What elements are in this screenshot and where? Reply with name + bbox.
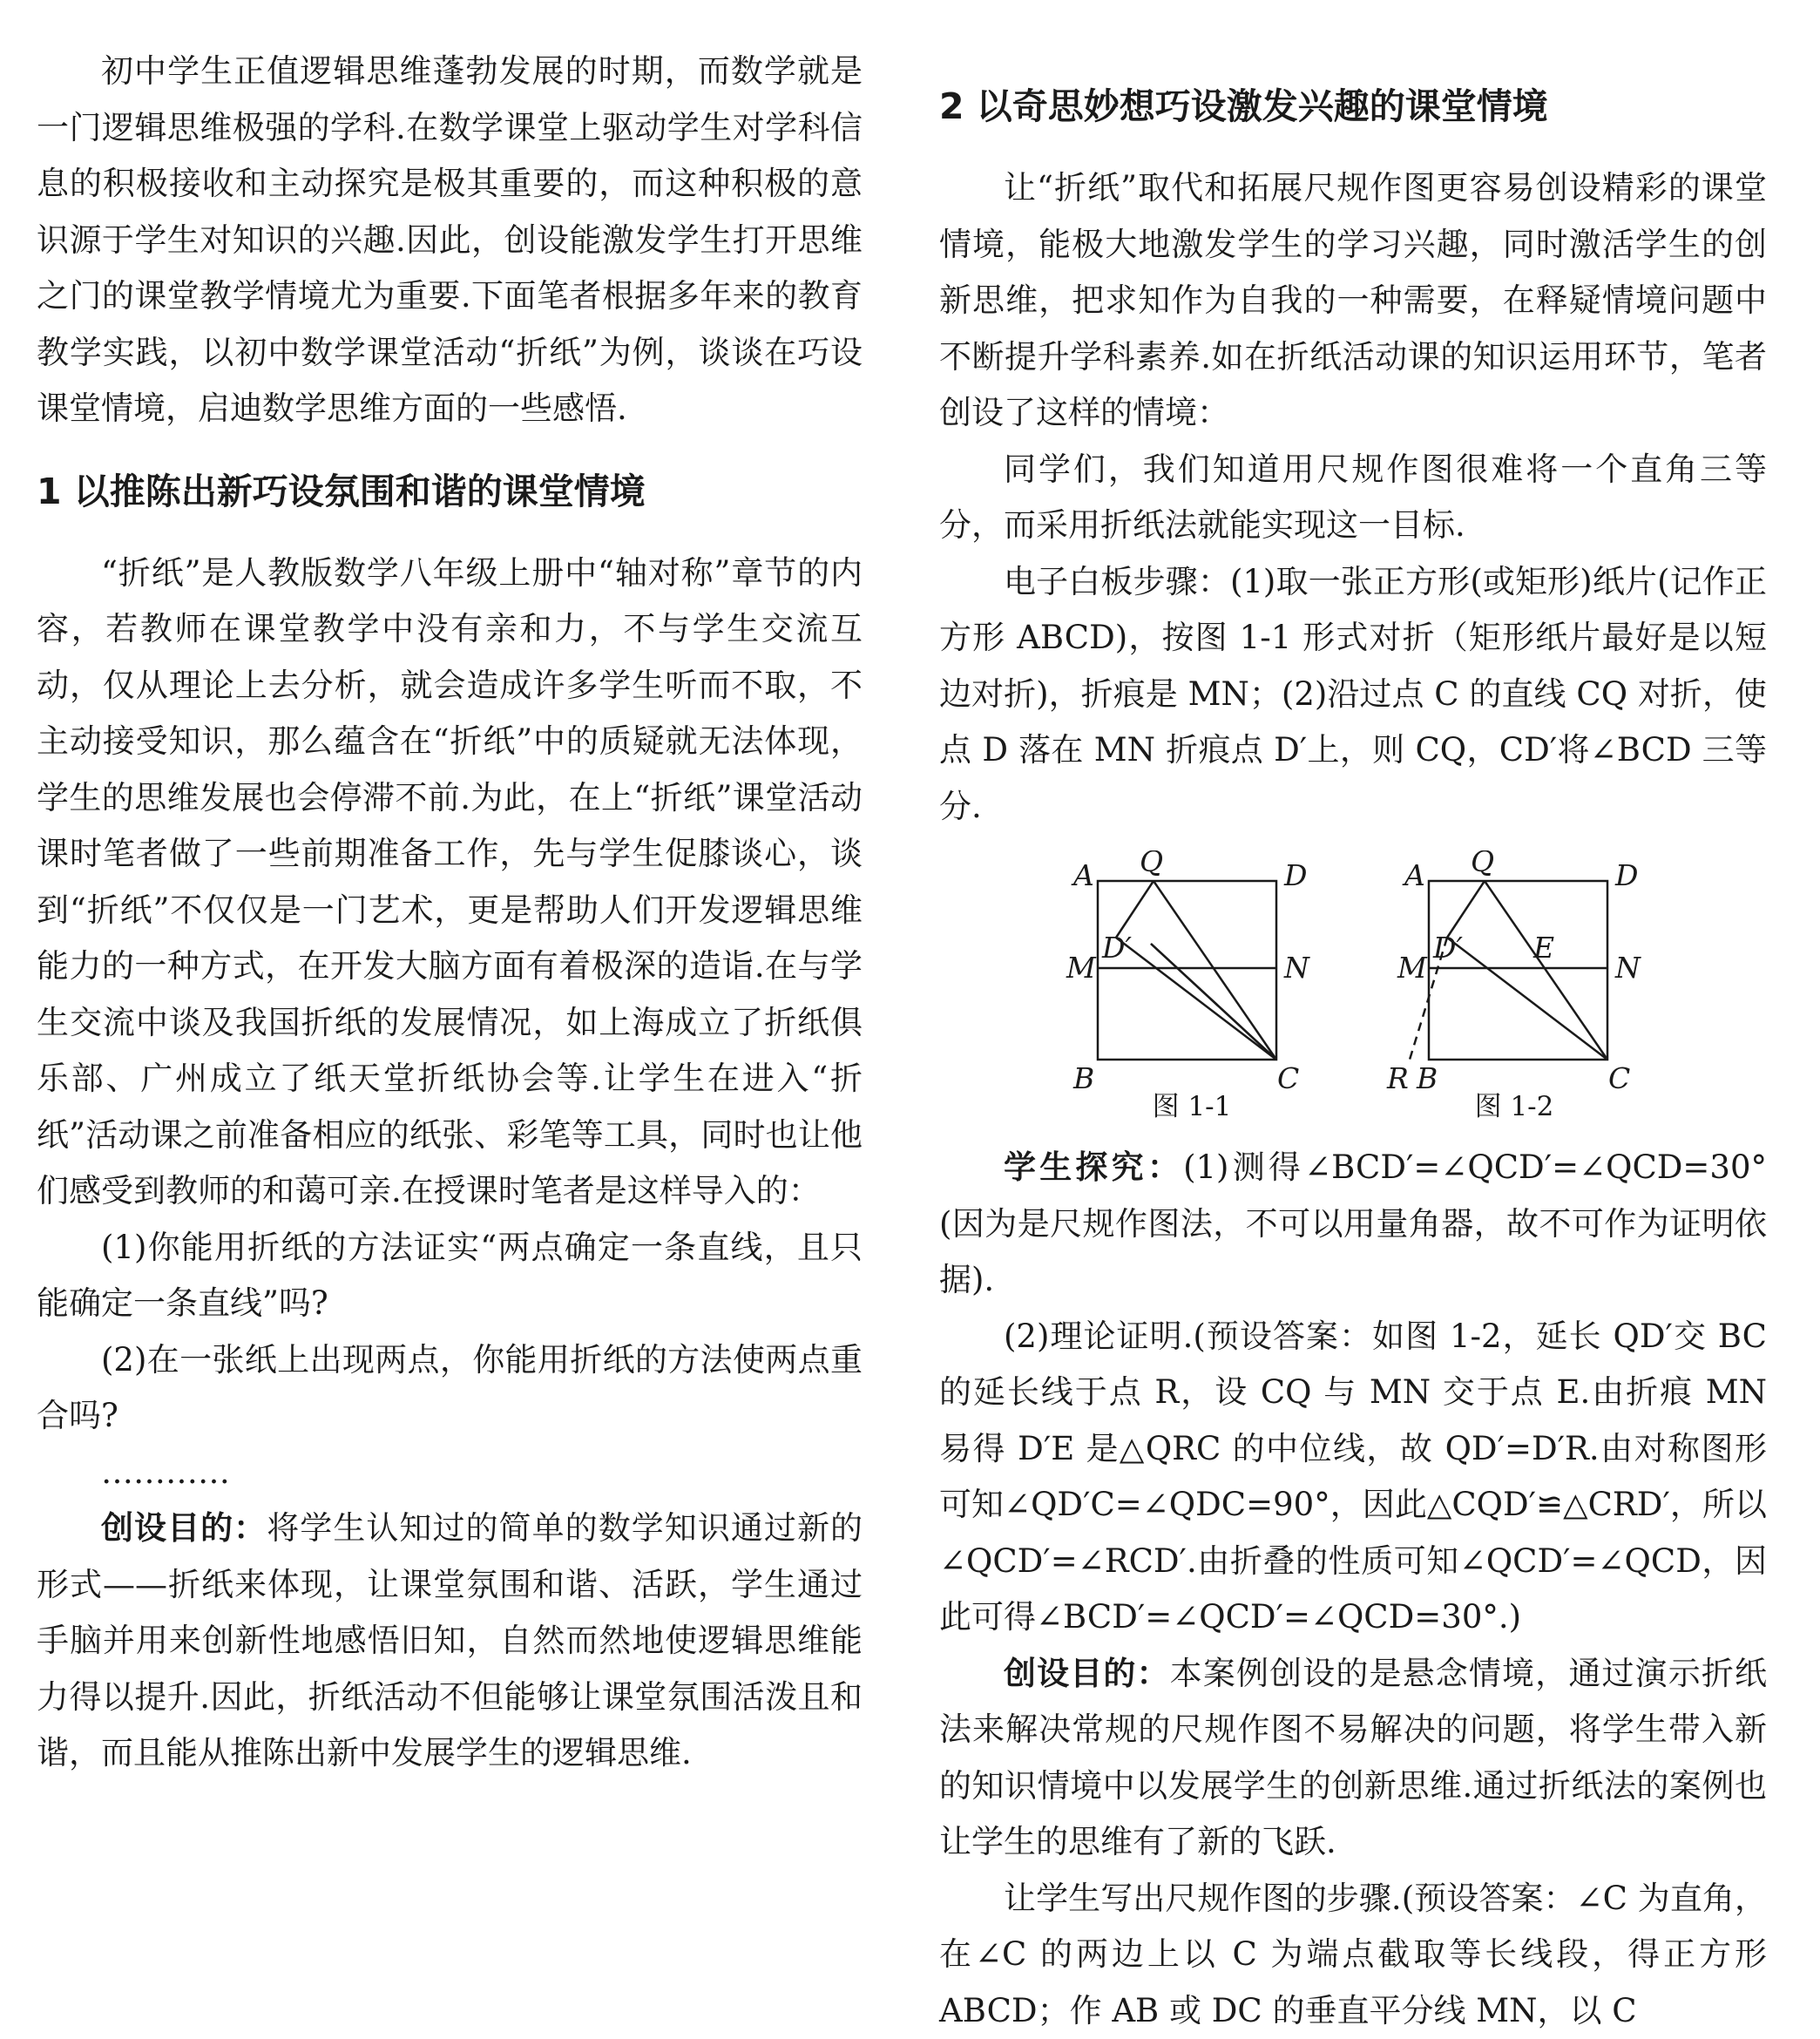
label-e-2: E [1532,931,1554,965]
line-cd-prime-2 [1116,938,1276,1060]
label-m-2: M [1397,951,1428,985]
figures [939,850,1767,1131]
intro-paragraph: 初中学生正值逻辑思维蓬勃发展的时期，而数学就是一门逻辑思维极强的学科.在数学课堂上驱动学生对学科信息的积极接收和主动探究是极其重要的，而这种积极的意识源于学生对知识的兴趣.因此，创设能激发学生打开思维之门的课堂教学情境尤为重要.下面笔者根据多年来的教育教学实践，以初中数学课堂活动“折纸”为例，谈谈在巧设课堂情境，启迪数学思维方面的一些感悟. [37,44,863,437]
line-qd-prime [1116,881,1154,938]
section-2-paragraph-2: 同学们，我们知道用尺规作图很难将一个直角三等分，而采用折纸法就能实现这一目标. [939,442,1767,554]
purpose-text-2: 本案例创设的是悬念情境，通过演示折纸法来解决常规的尺规作图不易解决的问题，将学生带入新的知识情境中以发展学生的创新思维.通过折纸法的案例也让学生的思维有了新的飞跃. [939,1655,1767,1861]
label-d-2: D [1614,858,1638,892]
line-qd-prime-2 [1447,881,1485,938]
section-1-paragraph: “折纸”是人教版数学八年级上册中“轴对称”章节的内容，若教师在课堂教学中没有亲和力，不与学生交流互动，仅从理论上去分析，就会造成许多学生听而不取，不主动接受知识，那么蕴含在“折纸”中的质疑就无法体现，学生的思维发展也会停滞不前.为此，在上“折纸”课堂活动课时笔者做了一些前期准备工作，先与学生促膝谈心，谈到“折纸”不仅仅是一门艺术，更是帮助人们开发逻辑思维能力的一种方式，在开发大脑方面有着极深的造诣.在与学生交流中谈及我国折纸的发展情况，如上海成立了折纸俱乐部、广州成立了纸天堂折纸协会等.让学生在进入“折纸”活动课之前准备相应的纸张、彩笔等工具，同时也让他们感受到教师的和蔼可亲.在授课时笔者是这样导入的： [37,545,863,1220]
left-column [37,44,863,1782]
label-a-2: A [1402,858,1425,892]
question-2: (2)在一张纸上出现两点，你能用折纸的方法使两点重合吗? [37,1332,863,1445]
question-1: (1)你能用折纸的方法证实“两点确定一条直线，且只能确定一条直线”吗? [37,1220,863,1332]
figure-1-1-caption: 图 1-1 [1061,1089,1323,1124]
figure-1-2-drawing [1384,850,1645,1094]
label-q: Q [1140,850,1163,878]
exploration-text: (1)测得∠BCD′=∠QCD′=∠QCD=30°(因为是尺规作图法，不可以用量角器，故不可作为证明依据). [939,1148,1767,1298]
label-n: N [1283,951,1310,985]
purpose-label-2: 创设目的： [1004,1655,1170,1692]
figure-1-2-caption: 图 1-2 [1384,1089,1645,1124]
label-c-2: C [1608,1061,1630,1094]
ellipsis: ………… [37,1445,863,1501]
purpose-text: 将学生认知过的简单的数学知识通过新的形式——折纸来体现，让课堂氛围和谐、活跃，学生通过手脑并用来创新性地感悟旧知，自然而然地使逻辑思维能力得以提升.因此，折纸活动不但能够让课堂氛围活泼且和谐，而且能从推陈出新中发展学生的逻辑思维. [37,1509,863,1771]
right-column [939,44,1767,2039]
exploration-label: 学生探究： [1004,1148,1183,1186]
section-2-paragraph-1: 让“折纸”取代和拓展尺规作图更容易创设精彩的课堂情境，能极大地激发学生的学习兴趣，同时激活学生的创新思维，把求知作为自我的一种需要，在释疑情境问题中不断提升学科素养.如在折纸活动课的知识运用环节，笔者创设了这样的情境： [939,160,1767,442]
proof-paragraph: (2)理论证明.(预设答案：如图 1-2，延长 QD′交 BC 的延长线于点 R，设 CQ 与 MN 交于点 E.由折痕 MN 易得 D′E 是△QRC 的中位线，故 QD′=D′R.由对称图形可知∠QD′C=∠QDC=90°，因此△CQD′≌△CRD′，所以∠QCD′=∠RCD′.由折叠的性质可知∠QCD′=∠QCD，因此可得∠BCD′=∠QCD′=∠QCD=30°.) [939,1309,1767,1646]
section-1-purpose [37,1500,863,1782]
section-2-purpose [939,1646,1767,1871]
label-c: C [1277,1061,1299,1094]
figure-1-1-drawing [1061,850,1323,1094]
label-a: A [1071,858,1094,892]
label-d-prime: D′ [1101,931,1132,965]
student-exploration [939,1140,1767,1309]
label-d: D [1283,858,1307,892]
square-abcd-2 [1429,881,1607,1060]
line-cq-2 [1485,881,1607,1060]
section-2-heading: 2 以奇思妙想巧设激发兴趣的课堂情境 [939,78,1767,134]
label-m: M [1066,951,1097,985]
label-b: B [1072,1061,1094,1094]
square-abcd [1098,881,1276,1060]
figure-1-1 [1061,850,1323,1131]
label-q-2: Q [1471,850,1494,878]
section-1-heading: 1 以推陈出新巧设氛围和谐的课堂情境 [37,464,863,519]
section-2-paragraph-3: 电子白板步骤：(1)取一张正方形(或矩形)纸片(记作正方形 ABCD)，按图 1-1 形式对折（矩形纸片最好是以短边对折)，折痕是 MN；(2)沿过点 C 的直线 CQ 对折，使点 D 落在 MN 折痕点 D′上，则 CQ，CD′将∠BCD 三等分. [939,554,1767,836]
line-cd-prime-2 [1447,938,1607,1060]
label-d-prime-2: D′ [1432,931,1463,965]
label-n-2: N [1614,951,1641,985]
purpose-label: 创设目的： [101,1509,267,1547]
label-b-2: B [1416,1061,1438,1094]
figure-1-2 [1384,850,1645,1131]
line-cq [1154,881,1276,1060]
label-r-2: R [1386,1061,1409,1094]
section-2-last-paragraph: 让学生写出尺规作图的步骤.(预设答案：∠C 为直角，在∠C 的两边上以 C 为端点截取等长线段，得正方形 ABCD；作 AB 或 DC 的垂直平分线 MN，以 C [939,1871,1767,2039]
